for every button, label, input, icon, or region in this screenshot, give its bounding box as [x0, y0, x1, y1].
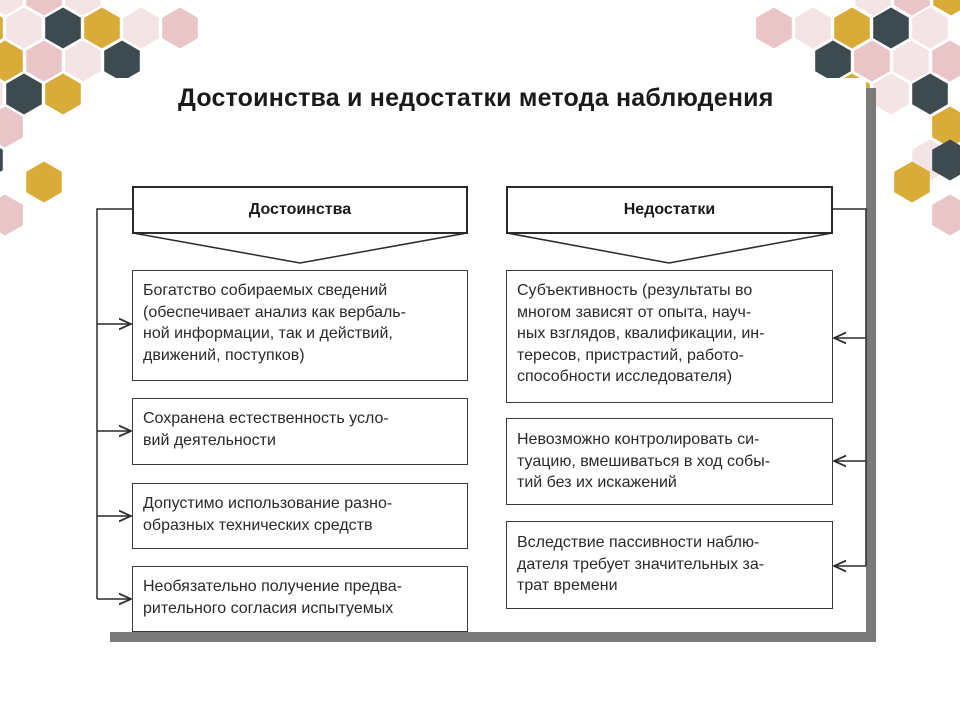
box-line: вий деятельности	[143, 431, 276, 449]
box-line: движений, поступков)	[143, 346, 305, 364]
advantages-connector	[97, 209, 133, 599]
box-line: образных технических средств	[143, 516, 373, 534]
advantage-box	[132, 483, 468, 549]
advantages-header	[132, 186, 468, 234]
box-line: Богатство собираемых сведений	[143, 282, 388, 299]
box-line: рительного согласия испытуемых	[143, 599, 394, 617]
box-line: трат времени	[517, 577, 618, 594]
box-line: Невозможно контролировать си-	[517, 431, 760, 448]
disadvantages-header	[506, 186, 833, 234]
box-line: тий без их искажений	[517, 474, 677, 491]
disadvantage-box	[506, 418, 833, 505]
box-line: Субъективность (результаты во	[517, 282, 753, 299]
box-line: ной информации, так и действий,	[143, 325, 393, 342]
advantages-header-wedge	[133, 233, 467, 263]
disadvantages-header-wedge	[507, 233, 832, 263]
disadvantage-box	[506, 521, 833, 609]
disadvantages-connector	[832, 209, 866, 566]
box-line: тересов, пристрастий, работо-	[517, 346, 744, 364]
box-line: Сохранена естественность усло-	[143, 410, 389, 427]
box-line: дателя требует значительных за-	[517, 555, 765, 573]
box-line: Вследствие пассивности наблю-	[517, 534, 760, 551]
box-line: туацию, вмешиваться в ход собы-	[517, 452, 771, 470]
box-line: способности исследователя)	[517, 368, 733, 385]
advantage-box	[132, 566, 468, 632]
disadvantage-box	[506, 270, 833, 403]
advantage-box	[132, 398, 468, 465]
box-line: ных взглядов, квалификации, ин-	[517, 325, 765, 342]
box-line: многом зависят от опыта, науч-	[517, 303, 752, 321]
page-title: Достоинства и недостатки метода наблюдения	[178, 84, 774, 112]
box-line: (обеспечивает анализ как вербаль-	[143, 303, 406, 321]
box-line: Допустимо использование разно-	[143, 495, 393, 512]
advantage-box	[132, 270, 468, 381]
box-line: Необязательно получение предва-	[143, 578, 402, 595]
disadvantages-header-label: Недостатки	[623, 201, 716, 218]
advantages-header-label: Достоинства	[248, 201, 352, 218]
